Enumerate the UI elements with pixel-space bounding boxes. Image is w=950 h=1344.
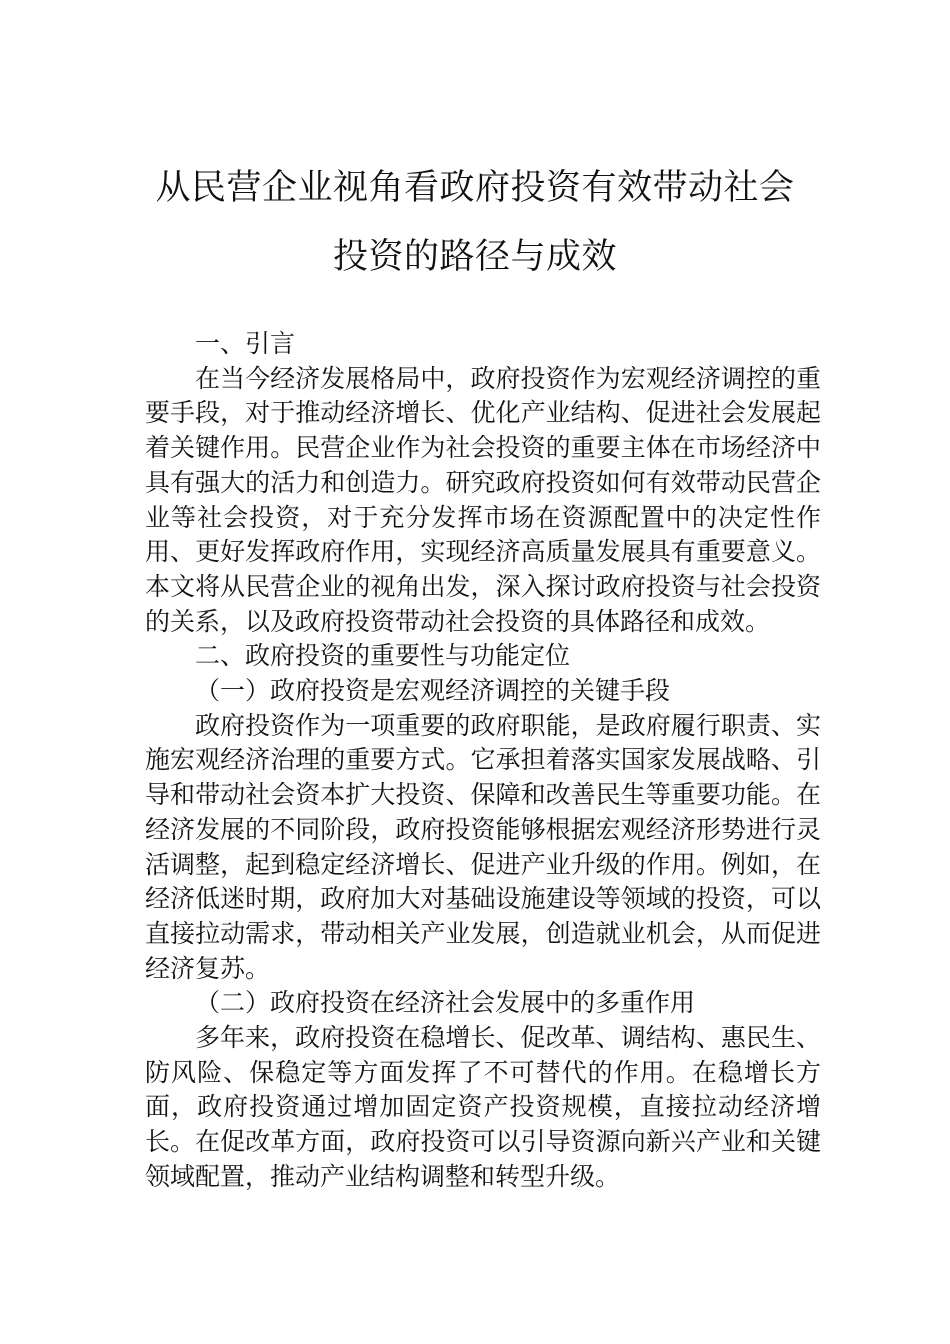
subsection-heading-1: （一）政府投资是宏观经济调控的关键手段 [195, 676, 671, 706]
paragraph-macro-control: 政府投资作为一项重要的政府职能，是政府履行职责、实施宏观经济治理的重要方式。它承担着落实国家发展战略、引导和带动社会资本扩大投资、保障和改善民生等重要功能。在经济发展的不同阶段，政府投资能够根据宏观经济形势进行灵活调整，起到稳定经济增长、促进产业升级的作用。例如，在经济低迷时期，政府加大对基础设施建设等领域的投资，可以直接拉动需求，带动相关产业发展，创造就业机会，从而促进经济复苏。 [145, 710, 821, 983]
document-title-line-1: 从民营企业视角看政府投资有效带动社会 [155, 168, 795, 208]
section-heading-importance: 二、政府投资的重要性与功能定位 [195, 641, 571, 671]
document-body [145, 327, 821, 1195]
paragraph-introduction: 在当今经济发展格局中，政府投资作为宏观经济调控的重要手段，对于推动经济增长、优化产业结构、促进社会发展起着关键作用。民营企业作为社会投资的重要主体在市场经济中具有强大的活力和创造力。研究政府投资如何有效带动民营企业等社会投资，对于充分发挥市场在资源配置中的决定性作用、更好发挥政府作用，实现经济高质量发展具有重要意义。本文将从民营企业的视角出发，深入探讨政府投资与社会投资的关系，以及政府投资带动社会投资的具体路径和成效。 [145, 363, 821, 636]
section-heading-introduction: 一、引言 [195, 329, 296, 358]
subsection-heading-2: （二）政府投资在经济社会发展中的多重作用 [195, 988, 696, 1018]
paragraph-multiple-roles: 多年来，政府投资在稳增长、促改革、调结构、惠民生、防风险、保稳定等方面发挥了不可替代的作用。在稳增长方面，政府投资通过增加固定资产投资规模，直接拉动经济增长。在促改革方面，政府投资可以引导资源向新兴产业和关键领域配置，推动产业结构调整和转型升级。 [145, 1023, 821, 1191]
document-title-line-2: 投资的路径与成效 [332, 237, 617, 277]
